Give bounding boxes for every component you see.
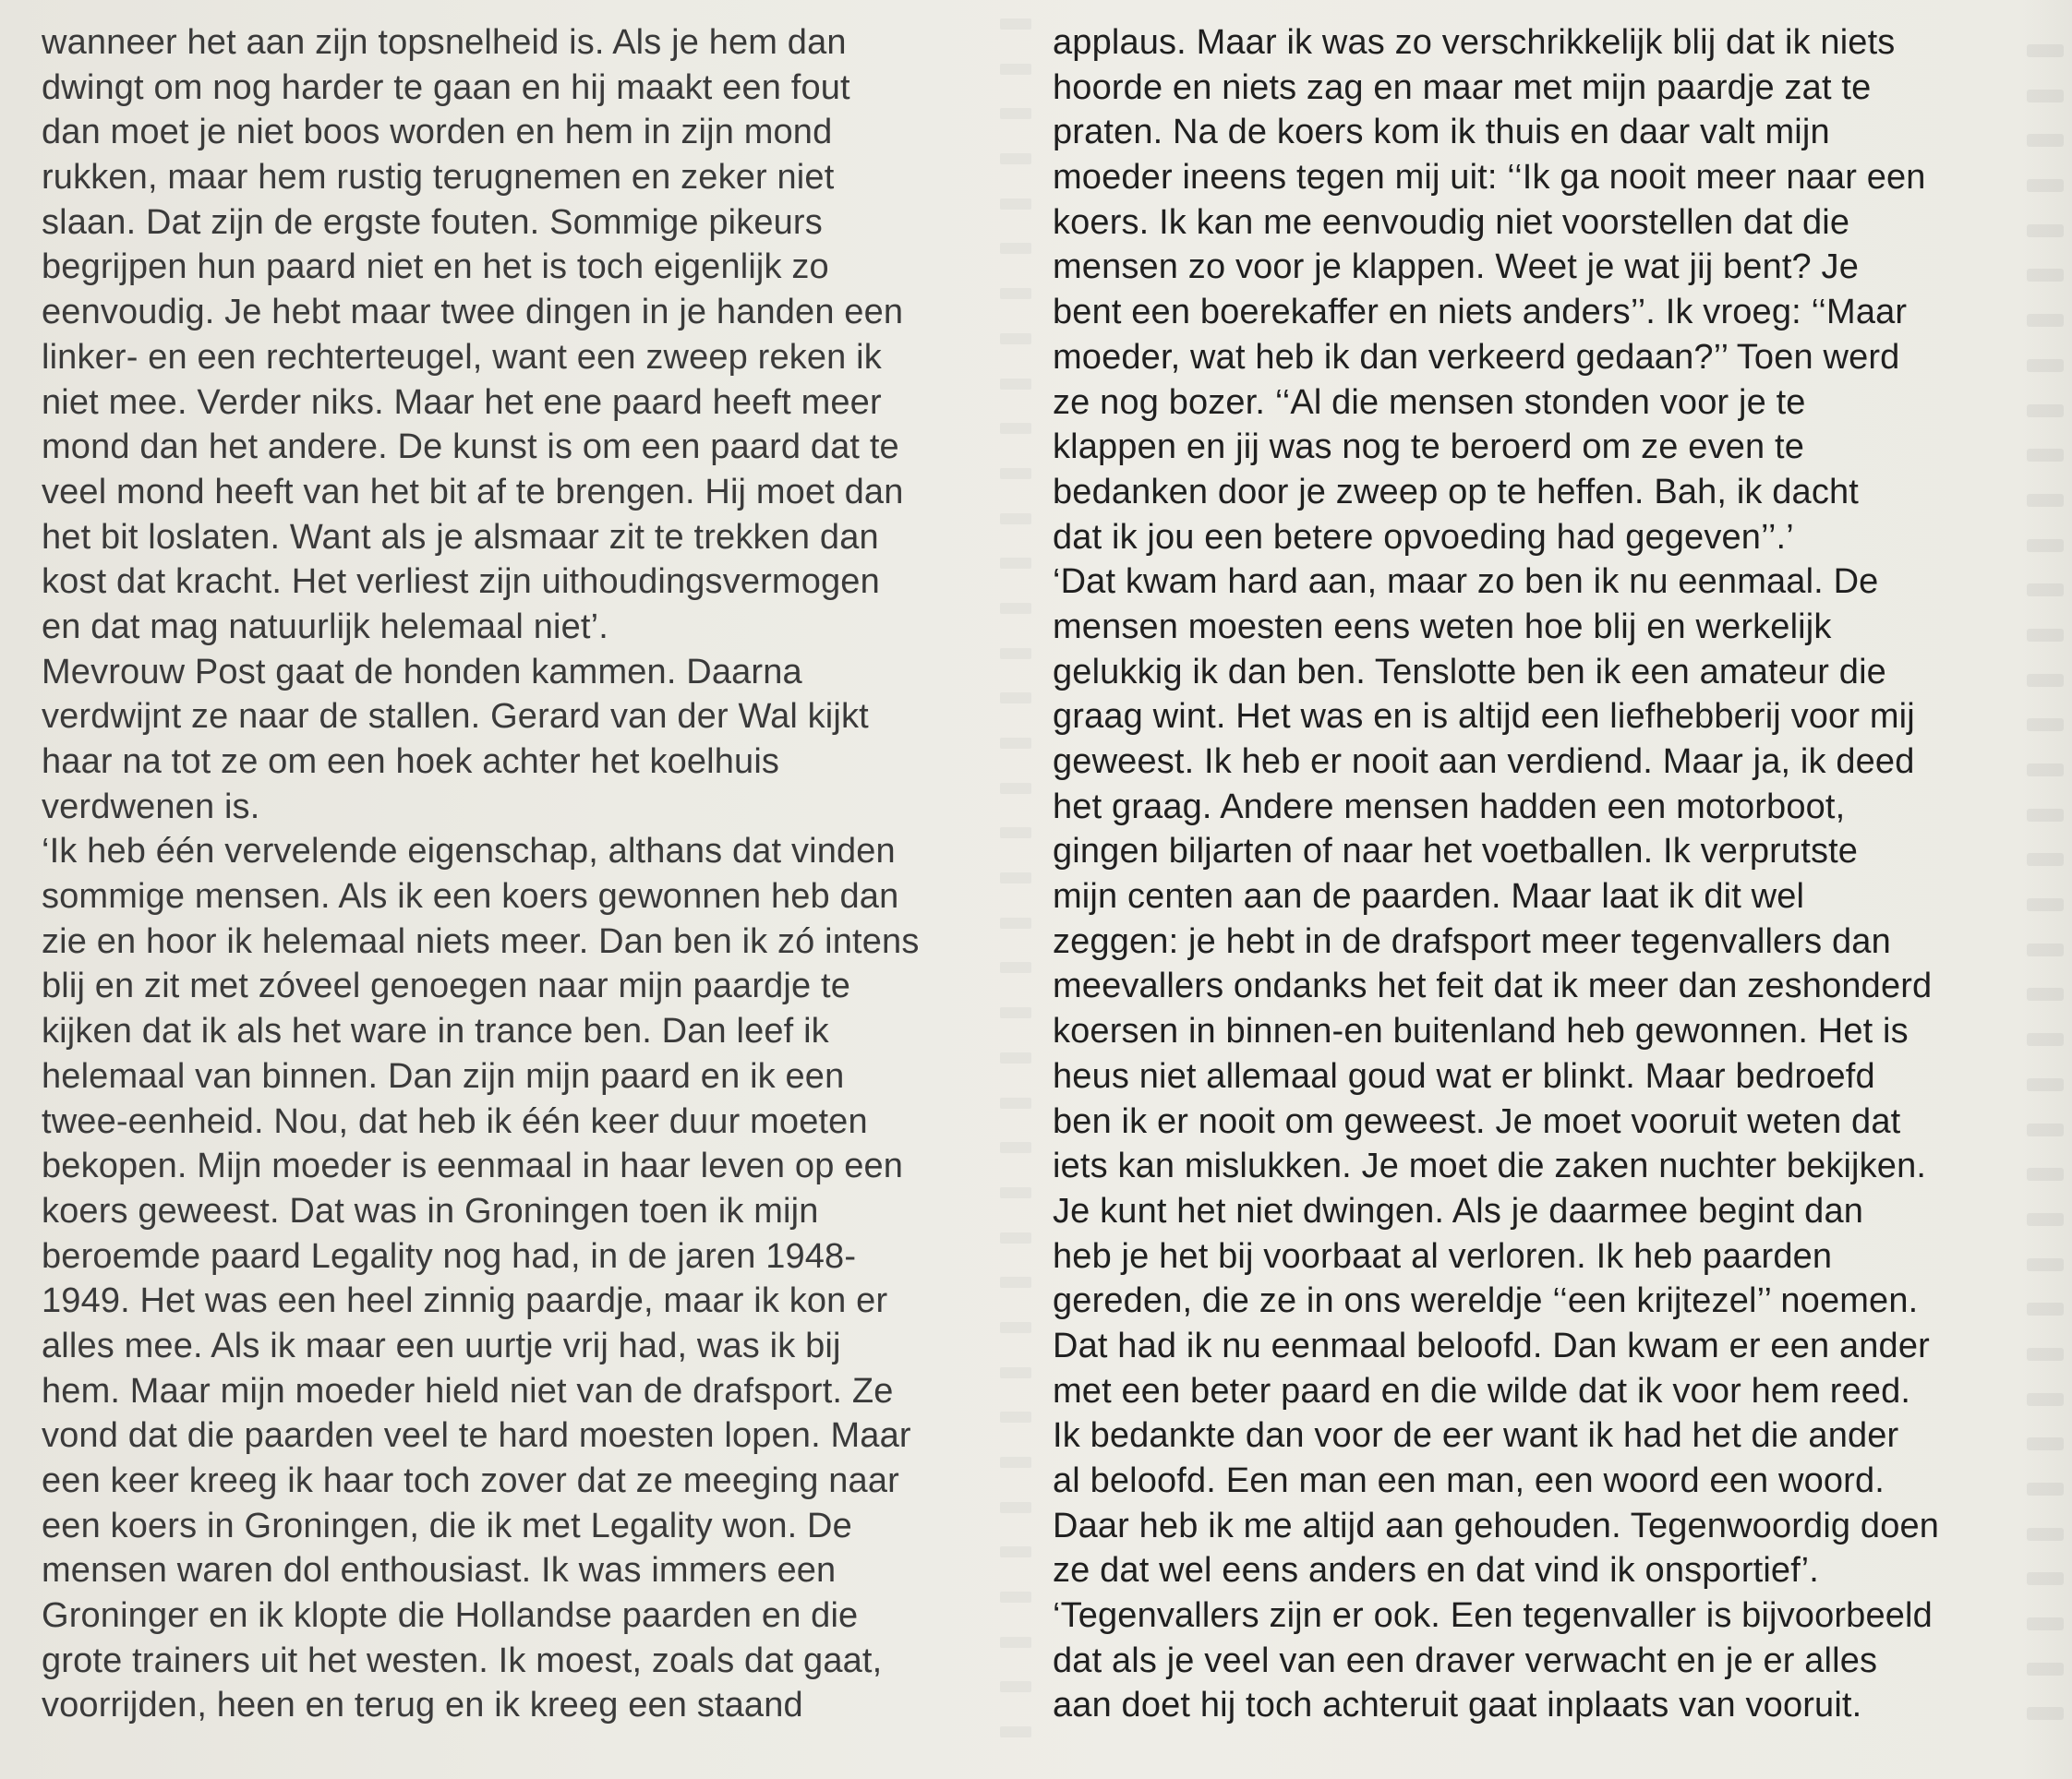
left-column-line: helemaal van binnen. Dan zijn mijn paard en ik een: [42, 1056, 845, 1096]
right-column-line: met een beter paard en die wilde dat ik voor hem reed.: [1053, 1371, 1911, 1411]
right-column-line: hoorde en niets zag en maar met mijn paardje zat te: [1053, 67, 1872, 107]
right-column-line: applaus. Maar ik was zo verschrikkelijk blij dat ik niets: [1053, 23, 1896, 62]
right-column-line: heus niet allemaal goud wat er blinkt. Maar bedroefd: [1053, 1056, 1875, 1096]
right-column-line: ‘Dat kwam hard aan, maar zo ben ik nu eenmaal. De: [1053, 562, 1879, 602]
left-column-line: haar na tot ze om een hoek achter het koelhuis: [42, 742, 780, 781]
bleed-mark: [2018, 1286, 2072, 1331]
bleed-mark: [2018, 1151, 2072, 1196]
right-column-line: geweest. Ik heb er nooit aan verdiend. Maar ja, ik deed: [1053, 742, 1915, 781]
left-column-line: blij en zit met zóveel genoegen naar mijn paardje te: [42, 967, 850, 1006]
bleed-mark: [2018, 1466, 2072, 1511]
left-column-line: koers geweest. Dat was in Groningen toen ik mijn: [42, 1191, 819, 1231]
left-column-line: Groninger en ik klopte die Hollandse paarden en die: [42, 1596, 859, 1636]
right-column-line: bedanken door je zweep op te heffen. Bah, ik dacht: [1053, 472, 1859, 511]
left-column-line: verdwijnt ze naar de stallen. Gerard van der Wal kijkt: [42, 697, 869, 737]
right-column-line: gelukkig ik dan ben. Tenslotte ben ik een amateur die: [1053, 652, 1886, 691]
left-column-line: twee-eenheid. Nou, dat heb ik één keer duur moeten: [42, 1101, 868, 1141]
right-column-line: graag wint. Het was en is altijd een liefhebberij voor mij: [1053, 697, 1915, 737]
left-column-line: beroemde paard Legality nog had, in de jaren 1948-: [42, 1236, 857, 1276]
right-column-line: Ik bedankte dan voor de eer want ik had het die ander: [1053, 1416, 1899, 1456]
bleed-mark: [2018, 523, 2072, 568]
bleed-mark: [2018, 1016, 2072, 1062]
right-column-line: meevallers ondanks het feit dat ik meer dan zeshonderd: [1053, 967, 1933, 1006]
left-column-line: sommige mensen. Als ik een koers gewonnen heb dan: [42, 877, 899, 917]
left-column-line: linker- en een rechterteugel, want een zweep reken ik: [42, 337, 882, 377]
bleed-mark: [2018, 252, 2072, 297]
left-column-line: rukken, maar hem rustig terugnemen en zeker niet: [42, 158, 835, 198]
left-column-line: kost dat kracht. Het verliest zijn uithoudingsvermogen: [42, 562, 880, 602]
left-column-line: eenvoudig. Je hebt maar twee dingen in je handen een: [42, 293, 904, 332]
left-column-line: een keer kreeg ik haar toch zover dat ze meeging naar: [42, 1461, 899, 1500]
right-column-line: gingen biljarten of naar het voetballen. Ik verprutste: [1053, 832, 1859, 871]
left-column-line: voorrijden, heen en terug en ik kreeg een staand: [42, 1686, 803, 1725]
left-column-line: en dat mag natuurlijk helemaal niet’.: [42, 607, 608, 646]
left-column-line: alles mee. Als ik maar een uurtje vrij had, was ik bij: [42, 1326, 841, 1365]
left-column-line: dan moet je niet boos worden en hem in zijn mond: [42, 113, 833, 152]
bleed-mark: [2018, 792, 2072, 837]
left-column-line: een koers in Groningen, die ik met Legality won. De: [42, 1506, 852, 1545]
right-column-line: heb je het bij voorbaat al verloren. Ik heb paarden: [1053, 1236, 1833, 1276]
right-column-line: mensen moesten eens weten hoe blij en werkelijk: [1053, 607, 1832, 646]
adjacent-page-bleed: [2018, 28, 2072, 1736]
right-column-line: mensen zo voor je klappen. Weet je wat jij bent? Je: [1053, 247, 1859, 287]
left-column-line: het bit loslaten. Want als je alsmaar zit te trekken dan: [42, 517, 879, 557]
bleed-mark: [2018, 836, 2072, 882]
bleed-mark: [2018, 388, 2072, 433]
right-column-line: moeder, wat heb ik dan verkeerd gedaan?’’ Toen werd: [1053, 337, 1900, 377]
bleed-mark: [2018, 477, 2072, 523]
left-column-line: mensen waren dol enthousiast. Ik was immers een: [42, 1551, 837, 1591]
bleed-mark: [2018, 971, 2072, 1016]
bleed-mark: [2018, 1376, 2072, 1422]
bleed-mark: [2018, 73, 2072, 118]
bleed-mark: [2018, 297, 2072, 343]
right-column-line: Dat had ik nu eenmaal beloofd. Dan kwam er een ander: [1053, 1326, 1930, 1365]
right-column-line: koers. Ik kan me eenvoudig niet voorstellen dat die: [1053, 202, 1850, 242]
right-column-line: klappen en jij was nog te beroerd om ze even te: [1053, 427, 1804, 467]
bleed-mark: [2018, 208, 2072, 253]
bleed-mark: [2018, 1690, 2072, 1736]
left-column-line: Mevrouw Post gaat de honden kammen. Daarna: [42, 652, 802, 691]
right-column-line: gereden, die ze in ons wereldje ‘‘een krijtezel’’ noemen.: [1053, 1281, 1919, 1321]
bleed-mark: [2018, 28, 2072, 73]
right-column-line: zeggen: je hebt in de drafsport meer tegenvallers dan: [1053, 921, 1891, 961]
right-column-line: ben ik er nooit om geweest. Je moet vooruit weten dat: [1053, 1101, 1901, 1141]
left-column-line: 1949. Het was een heel zinnig paardje, maar ik kon er: [42, 1281, 888, 1321]
left-column-line: grote trainers uit het westen. Ik moest, zoals dat gaat,: [42, 1641, 883, 1680]
left-column-line: hem. Maar mijn moeder hield niet van de drafsport. Ze: [42, 1371, 894, 1411]
right-column-line: Je kunt het niet dwingen. Als je daarmee begint dan: [1053, 1191, 1864, 1231]
left-column-line: mond dan het andere. De kunst is om een paard dat te: [42, 427, 899, 467]
bleed-mark: [2018, 702, 2072, 747]
right-column-line: praten. Na de koers kom ik thuis en daar valt mijn: [1053, 113, 1830, 152]
bleed-mark: [2018, 927, 2072, 972]
right-column-line: dat ik jou een betere opvoeding had gegeven’’.’: [1053, 517, 1794, 557]
bleed-mark: [2018, 747, 2072, 792]
right-column-line: bent een boerekaffer en niets anders’’. Ik vroeg: ‘‘Maar: [1053, 293, 1908, 332]
bleed-mark: [2018, 1331, 2072, 1376]
right-column-line: het graag. Andere mensen hadden een motorboot,: [1053, 787, 1846, 826]
bleed-mark: [2018, 657, 2072, 703]
right-column-line: Daar heb ik me altijd aan gehouden. Tegenwoordig doen: [1053, 1506, 1940, 1545]
right-column-line: ze nog bozer. ‘‘Al die mensen stonden voor je te: [1053, 382, 1806, 422]
left-column-line: zie en hoor ik helemaal niets meer. Dan ben ik zó intens: [42, 921, 920, 961]
left-column-line: niet mee. Verder niks. Maar het ene paard heeft meer: [42, 382, 882, 422]
bleed-mark: [2018, 1556, 2072, 1601]
bleed-mark: [2018, 343, 2072, 388]
bleed-mark: [2018, 1107, 2072, 1152]
left-column-line: slaan. Dat zijn de ergste fouten. Sommige pikeurs: [42, 202, 823, 242]
left-column-line: ‘Ik heb één vervelende eigenschap, althans dat vinden: [42, 832, 896, 871]
left-column-line: begrijpen hun paard niet en het is toch eigenlijk zo: [42, 247, 829, 287]
left-column-line: verdwenen is.: [42, 787, 260, 826]
bleed-mark: [2018, 1196, 2072, 1242]
bleed-mark: [2018, 567, 2072, 612]
bleed-mark: [2018, 1062, 2072, 1107]
left-column-line: vond dat die paarden veel te hard moesten lopen. Maar: [42, 1416, 911, 1456]
right-column-line: ‘Tegenvallers zijn er ook. Een tegenvaller is bijvoorbeeld: [1053, 1596, 1933, 1636]
bleed-mark: [2018, 1242, 2072, 1287]
right-column-line: iets kan mislukken. Je moet die zaken nuchter bekijken.: [1053, 1147, 1927, 1186]
bleed-mark: [2018, 1601, 2072, 1646]
left-column-line: kijken dat ik als het ware in trance ben. Dan leef ik: [42, 1012, 829, 1052]
bleed-mark: [2018, 882, 2072, 927]
right-column-line: al beloofd. Een man een man, een woord een woord.: [1053, 1461, 1885, 1500]
bleed-mark: [2018, 162, 2072, 208]
bleed-mark: [2018, 1511, 2072, 1557]
bleed-mark: [2018, 1421, 2072, 1466]
bleed-mark: [2018, 1646, 2072, 1691]
left-text-column: [42, 20, 1011, 1728]
right-column-line: dat als je veel van een draver verwacht en je er alles: [1053, 1641, 1878, 1680]
bleed-mark: [2018, 612, 2072, 657]
right-column-line: ze dat wel eens anders en dat vind ik onsportief’.: [1053, 1551, 1819, 1591]
right-column-line: aan doet hij toch achteruit gaat inplaats van vooruit.: [1053, 1686, 1862, 1725]
left-column-line: veel mond heeft van het bit af te brengen. Hij moet dan: [42, 472, 904, 511]
left-column-line: dwingt om nog harder te gaan en hij maakt een fout: [42, 67, 850, 107]
right-column-line: mijn centen aan de paarden. Maar laat ik dit wel: [1053, 877, 1805, 917]
left-column-line: wanneer het aan zijn topsnelheid is. Als je hem dan: [42, 23, 847, 62]
right-column-line: moeder ineens tegen mij uit: ‘‘Ik ga nooit meer naar een: [1053, 158, 1926, 198]
left-column-line: bekopen. Mijn moeder is eenmaal in haar leven op een: [42, 1147, 904, 1186]
bleed-mark: [2018, 432, 2072, 477]
right-column-line: koersen in binnen-en buitenland heb gewonnen. Het is: [1053, 1012, 1909, 1052]
right-text-column: [1053, 20, 2022, 1728]
bleed-mark: [2018, 117, 2072, 162]
